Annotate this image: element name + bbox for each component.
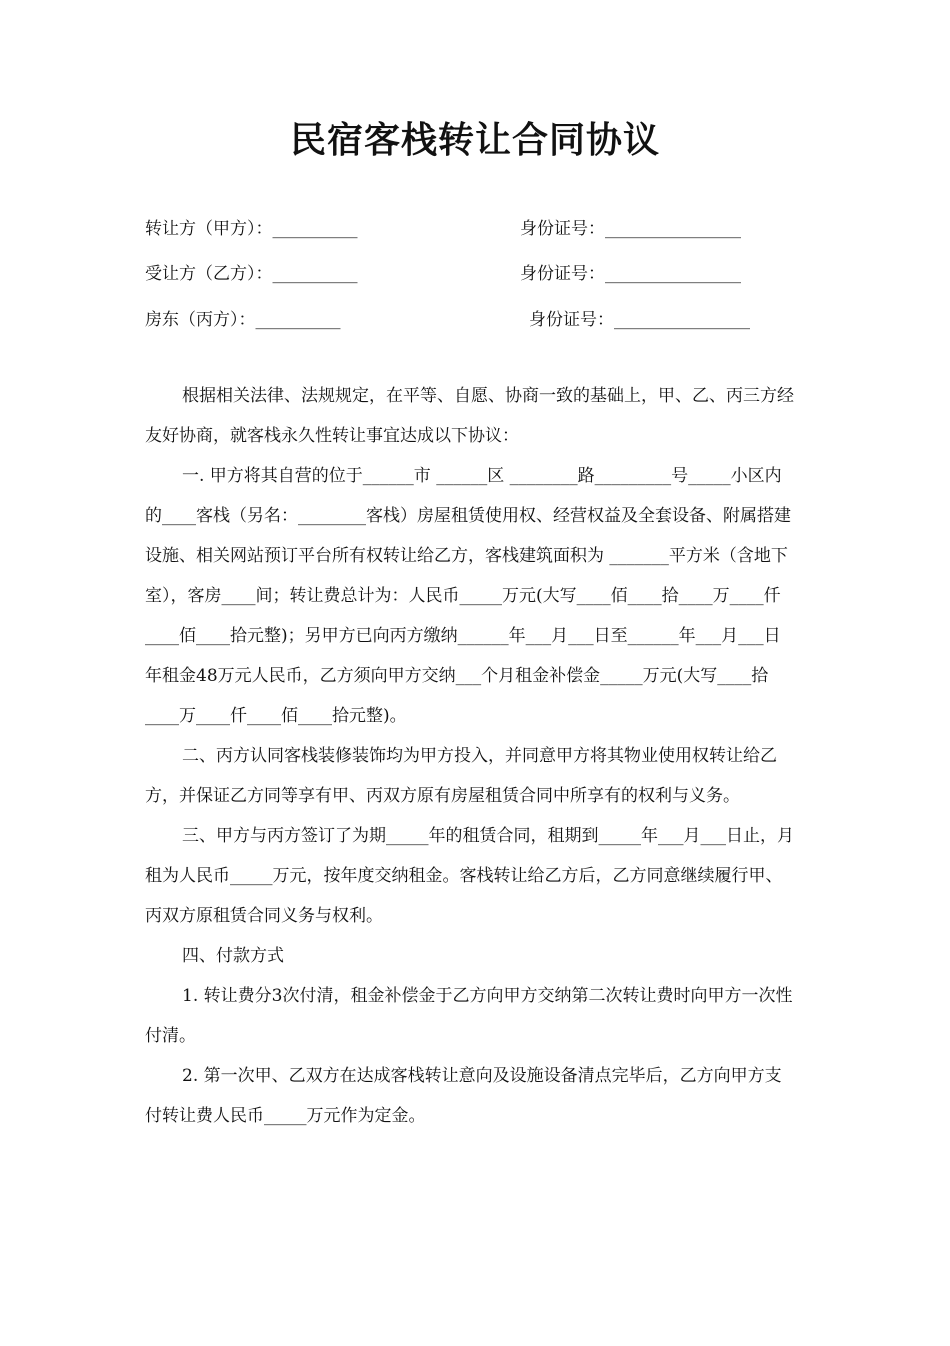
party-a-label: 转让方（甲方）：__________ xyxy=(145,219,358,239)
clause-4-item-1: 1. 转让费分3次付清，租金补偿金于乙方向甲方交纳第二次转让费时向甲方一次性付清。 xyxy=(145,986,793,1046)
contract-body xyxy=(145,376,795,1136)
document-title: 民宿客栈转让合同协议 xyxy=(289,119,660,161)
clause-4-item-2: 2. 第一次甲、乙双方在达成客栈转让意向及设施设备清点完毕后，乙方向甲方支付转让费人民币_____万元作为定金。 xyxy=(145,1066,782,1126)
party-b-label: 受让方（乙方）：__________ xyxy=(145,264,358,284)
party-c-id-label: 身份证号：________________ xyxy=(529,310,750,330)
party-b-id-label: 身份证号：________________ xyxy=(520,264,741,284)
clause-1-paragraph: 一. 甲方将其自营的位于______市 ______区 ________路_________号_____小区内的____客栈（另名：________客栈）房屋租赁使用权、经营权益及全套设备、附属搭建设施、相关网站预订平台所有权转让给乙方，客栈建筑面积为 _______平方米（含地下室），客房____间；转让费总计为：人民币_____万元(大写____佰____拾____万____仟____佰____拾元整)；另甲方已向丙方缴纳______年___月___日至______年___月___日年租金48万元人民币，乙方须向甲方交纳___个月租金补偿金_____万元(大写____拾____万____仟____佰____拾元整)。 xyxy=(145,466,791,726)
party-c-label: 房东（丙方）：__________ xyxy=(145,310,341,330)
preamble-paragraph: 根据相关法律、法规规定，在平等、自愿、协商一致的基础上，甲、乙、丙三方经友好协商，就客栈永久性转让事宜达成以下协议： xyxy=(145,386,794,446)
clause-4-heading: 四、付款方式 xyxy=(182,946,284,966)
clause-2-paragraph: 二、丙方认同客栈装修装饰均为甲方投入，并同意甲方将其物业使用权转让给乙方，并保证乙方同等享有甲、丙双方原有房屋租赁合同中所享有的权利与义务。 xyxy=(145,746,777,806)
clause-3-paragraph: 三、甲方与丙方签订了为期_____年的租赁合同，租期到_____年___月___日止，月租为人民币_____万元，按年度交纳租金。客栈转让给乙方后，乙方同意继续履行甲、丙双方原租赁合同义务与权利。 xyxy=(145,826,794,926)
party-a-id-label: 身份证号：________________ xyxy=(520,219,741,239)
